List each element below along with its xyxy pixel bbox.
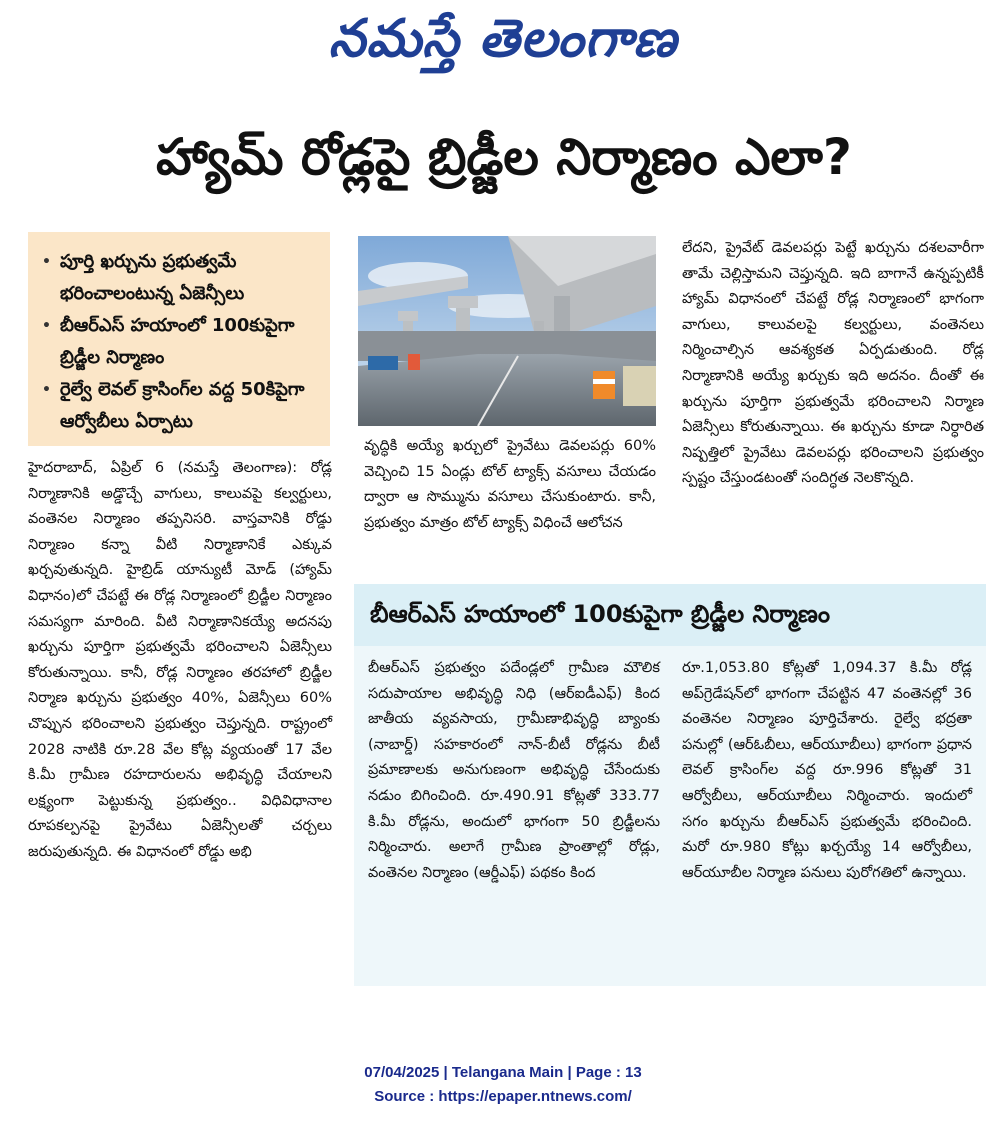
subheading: బీఆర్ఎస్ హయాంలో 100కుపైగా బ్రిడ్జీల నిర్మాణం: [370, 600, 830, 628]
article-column-1: హైదరాబాద్, ఏప్రిల్ 6 (నమస్తే తెలంగాణ): రోడ్ల నిర్మాణానికి అడ్డొచ్చే వాగులు, కాలువపై కల్వర్టులు, వంతెనల నిర్మాణం తప్పనిసరి. వాస్తవానికి రోడ్డు నిర్మాణం కన్నా వీటి నిర్మాణానికే ఎక్కువ ఖర్చవుతున్నది. హైబ్రిడ్ యాన్యుటీ మోడ్ (హ్యామ్ విధానం)లో చేపట్టే ఈ రోడ్ల నిర్మాణంలో బ్రిడ్జీల నిర్మాణం సమస్యగా మారింది. వీటి నిర్మాణానికయ్యే అదనపు ఖర్చును పూర్తిగా ప్రభుత్వమే భరించాలని ఏజెన్సీలు కోరుతున్నాయి. కానీ, రోడ్ల నిర్మాణం తరహాలో బ్రిడ్జీల నిర్మాణ ఖర్చును ప్రభుత్వం 40%, ఏజెన్సీలు 60% చొప్పున భరించాలని ప్రభుత్వం చెప్తున్నది. రాష్ట్రంలో 2028 నాటికి రూ.28 వేల కోట్ల వ్యయంతో 17 వేల కి.మీ గ్రామీణ రహదారులను అభివృద్ధి చేయాలని లక్ష్యంగా పెట్టుకున్న ప్రభుత్వం.. విధివిధానాల రూపకల్పనపై ప్రైవేటు ఏజెన్సీలతో చర్చలు జరుపుతున్నది. ఈ విధానంలో రోడ్డు అభి: [28, 460, 332, 860]
article-column-4: బీఆర్ఎస్ ప్రభుత్వం పదేండ్లలో గ్రామీణ మౌలిక సదుపాయాల అభివృద్ధి నిధి (ఆర్ఐడీఎఫ్) కింద జాతీయ వ్యవసాయ, గ్రామీణాభివృద్ధి బ్యాంకు (నాబార్డ్) సహకారంలో నాన్-బీటీ రోడ్లను బీటీ ప్రమాణాలకు అనుగుణంగా అభివృద్ధి చేసేందుకు నడుం బిగించింది. రూ.490.91 కోట్లతో 333.77 కి.మీ రోడ్లను, అందులో భాగంగా 50 బ్రిడ్జీలను నిర్మించారు. అలాగే గ్రామీణ ప్రాంతాల్లో రోడ్లు, వంతెనల నిర్మాణం (ఆర్డీఎఫ్) పథకం కింద: [368, 660, 660, 881]
article-column-5: రూ.1,053.80 కోట్లతో 1,094.37 కి.మీ రోడ్ల అప్‌గ్రెడేషన్‌లో భాగంగా చేపట్టిన 47 వంతెనల్లో 36 వంతెనల నిర్మాణం పూర్తిచేశారు. రైల్వే భద్రతా పనుల్లో (ఆర్ఓబీలు, ఆర్‌యూబీలు) భాగంగా ప్రధాన లెవల్ క్రాసింగ్‌ల వద్ద రూ.996 కోట్లతో 31 ఆర్వోబీలు, ఆర్‌యూబీలు నిర్మించారు. ఇందులో సగం ఖర్చును బీఆర్ఎస్ ప్రభుత్వమే భరించింది. మరో రూ.980 కోట్లు ఖర్చయ్యే 14 ఆర్వోబీలు, ఆర్‌యూబీల నిర్మాణ పనులు పురోగతిలో ఉన్నాయి.: [682, 660, 972, 881]
article-column-2: వృద్ధికి అయ్యే ఖర్చులో ప్రైవేటు డెవలపర్లు 60% వెచ్చించి 15 ఏండ్లు టోల్ ట్యాక్స్ వసూలు చేయడం ద్వారా ఆ సొమ్మును వసూలు చేసుకుంటారు. కానీ, ప్రభుత్వం మాత్రం టోల్ ట్యాక్స్ విధించే ఆలోచన: [364, 438, 656, 531]
headline: హ్యామ్ రోడ్లపై బ్రిడ్జీల నిర్మాణం ఎలా?: [156, 128, 852, 186]
masthead-logo: నమస్తే తెలంగాణ: [328, 8, 678, 69]
bullet-icon: •: [42, 382, 51, 398]
highlight-item: [42, 310, 320, 374]
highlight-item: [42, 374, 320, 438]
highlight-text: పూర్తి ఖర్చును ప్రభుత్వమే భరించాలంటున్న ఏజెన్సీలు: [60, 251, 245, 304]
highlight-text: బీఆర్ఎస్ హయాంలో 100కుపైగా బ్రిడ్జీల నిర్మాణం: [60, 315, 295, 368]
article-column-3: లేదని, ప్రైవేట్ డెవలపర్లు పెట్టే ఖర్చును దశలవారీగా తామే చెల్లిస్తామని చెప్తున్నది. ఇది బాగానే ఉన్నప్పటికీ హ్యామ్ విధానంలో చేపట్టే రోడ్ల నిర్మాణంలో భాగంగా వాగులు, కాలువలపై కల్వర్టులు, వంతెనలు నిర్మించాల్సిన ఆవశ్యకత ఏర్పడుతుంది. రోడ్ల నిర్మాణానికి అయ్యే ఖర్చుకు ఇది అదనం. దీంతో ఈ ఖర్చును పూర్తిగా ప్రభుత్వమే భరించాలని నిర్మాణ ఏజెన్సీలు కోరుతున్నాయి. ఈ ఖర్చును కూడా నిర్ధారిత నిష్పత్తిలో ప్రైవేటు డెవలపర్లు భరించాలని ప్రభుత్వం స్పష్టం చేస్తుండటంతో సందిగ్ధత నెలకొన్నది.: [682, 240, 984, 487]
highlight-text: రైల్వే లెవల్ క్రాసింగ్‌ల వద్ద 50కిపైగా ఆర్వోబీలు ఏర్పాటు: [60, 379, 305, 432]
bullet-icon: •: [42, 318, 51, 334]
footer-date-page: 07/04/2025 | Telangana Main | Page : 13: [364, 1064, 642, 1081]
bullet-icon: •: [42, 254, 51, 270]
subheading-box: [354, 584, 986, 646]
bridge-construction-photo: [358, 236, 656, 426]
footer-source: Source : https://epaper.ntnews.com/: [374, 1088, 632, 1105]
highlights-box: [28, 232, 330, 446]
highlight-item: [42, 246, 320, 310]
